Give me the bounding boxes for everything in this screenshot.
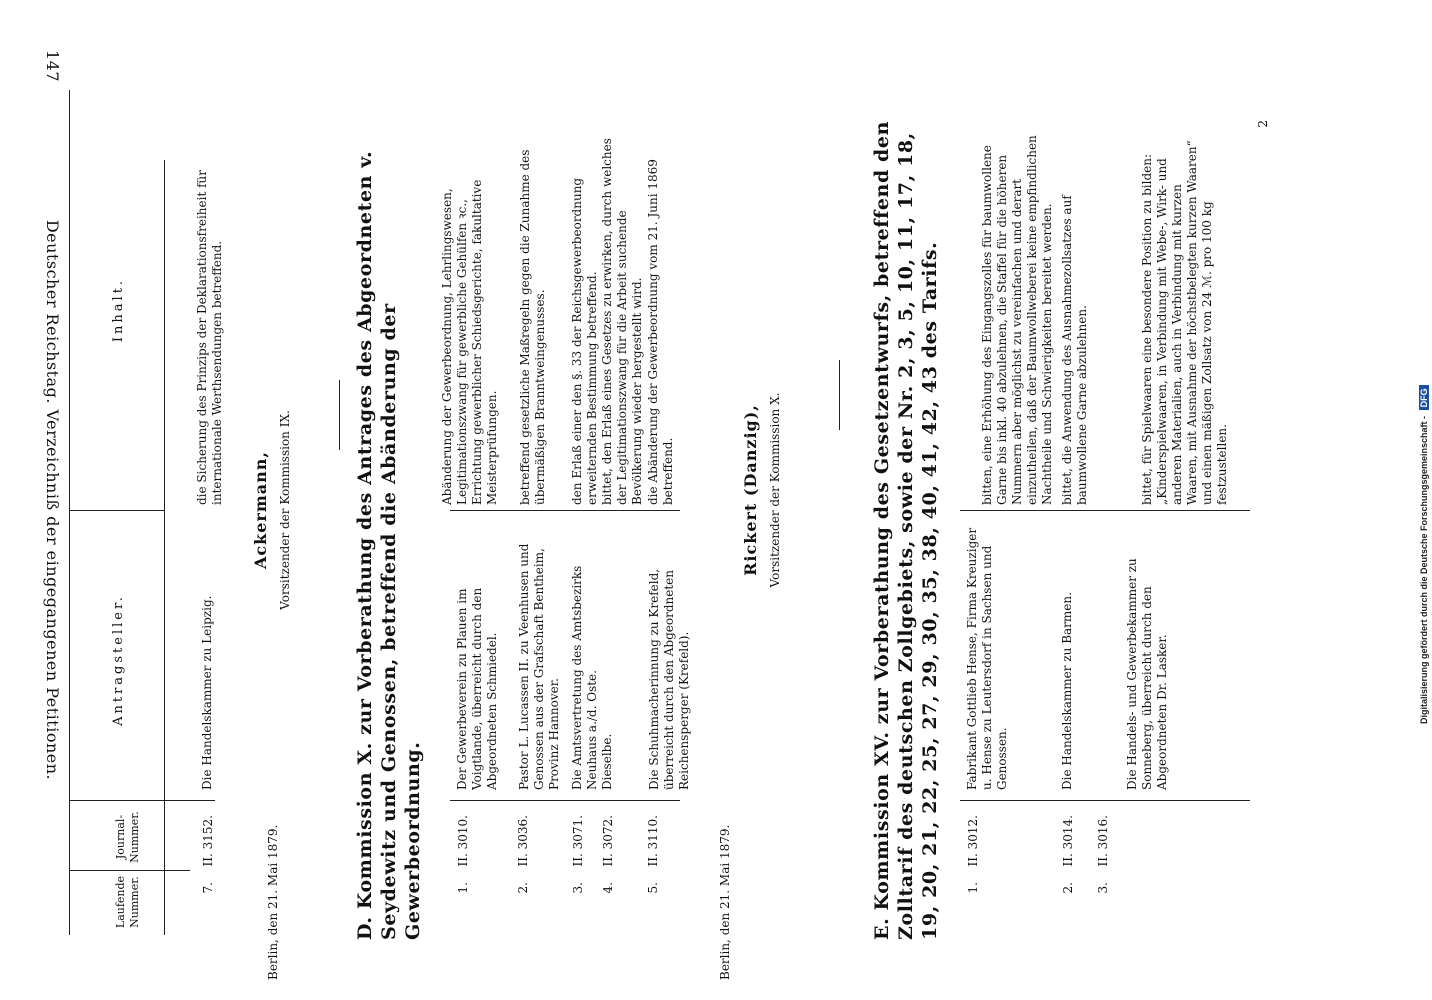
row-e3-inhalt: bittet, für Spielwaaren eine besondere Position zu bilden: „Kinderspielwaaren, in Verbindung mit Webe-, Wirk- und anderen Materialien, auch in Verbindung mit kurzen Waaren, mit Ausnahme der höchstbelegten kurzen Waaren“ und einen mäßigen Zollsatz von 24 ℳ. pro 100 kg festzustellen.: [1140, 140, 1229, 505]
row-d1-antragsteller: Der Gewerbeverein zu Plauen im Voigtlande, überreicht durch den Abgeordneten Schmiedel.: [455, 587, 499, 790]
table-top-rule: [69, 90, 70, 935]
row-d5-inhalt: die Abänderung der Gewerbeordnung vom 21. Juni 1869 betreffend.: [646, 159, 675, 505]
row-e1-nr: 1.: [966, 882, 980, 894]
col-sep-2: [70, 800, 215, 801]
row-d5-journal: II. 3110.: [646, 815, 660, 867]
row-e1-inhalt: bitten, eine Erhöhung des Eingangszolles für baumwollene Garne bis inkl. 40 abzulehnen, die Staffel für die höheren Nummern aber möglichst zu vereinfachen und derart einzutheilen, daß der Baumwollweberei keine empfindlichen Nachtheile und Schwierigkeiten bereitet werden.: [980, 135, 1054, 505]
row-d3-journal: II. 3071.: [571, 815, 585, 867]
row-d3-nr: 3.: [571, 882, 585, 894]
digitization-text: Digitalisierung gefördert durch die Deutsche Forschungsgemeinschaft -: [1419, 415, 1429, 724]
row-d2-journal: II. 3036.: [516, 815, 530, 867]
row-d1-inhalt: Abänderung der Gewerbeordnung, Lehrlingswesen, Legitimationszwang für gewerbliche Gehülfen ꝛc., Errichtung gewerblicher Schiedsgerichte, fakultative Meisterprüfungen.: [440, 179, 499, 505]
running-head: Deutscher Reichstag. Verzeichniß der eingegangenen Petitionen.: [43, 219, 62, 781]
row-e2-antragsteller: Die Handelskammer zu Barmen.: [1060, 592, 1074, 790]
section-e-title: E. Kommission XV. zur Vorberathung des Gesetzentwurfs, betreffend den Zolltarif des deutschen Zollgebiets, sowie der Nr. 2, 3, 5, 10, 11, 17, 18, 19, 20, 21, 22, 25, 27, 29, 30, 35, 38, 40, 41, 42, 43 des Tarifs.: [871, 120, 941, 940]
row-d5-nr: 5.: [646, 882, 660, 894]
section-c-date: Berlin, den 21. Mai 1879.: [266, 824, 280, 980]
row-e2-journal: II. 3014.: [1061, 815, 1075, 867]
row-c7-antragsteller: Die Handelskammer zu Leipzig.: [200, 595, 214, 790]
col-sep-1: [70, 870, 190, 871]
section-d-signer-role: Vorsitzender der Kommission X.: [768, 392, 782, 588]
header-bottom-rule: [164, 160, 165, 935]
e-col-sep-2: [960, 510, 1250, 511]
signature-mark: 2: [1256, 120, 1270, 128]
row-d3-antragsteller: Die Amtsvertretung des Amtsbezirks Neuhaus a./d. Oste.: [570, 565, 599, 790]
digitization-strip: [1417, 0, 1432, 1000]
dfg-logo: DFG: [1419, 385, 1429, 410]
row-d2-antragsteller: Pastor L. Lucassen II. zu Veenhusen und Genossen aus der Grafschaft Bentheim, Provinz Hannover.: [517, 543, 561, 790]
row-e1-journal: II. 3012.: [966, 815, 980, 867]
row-d5-antragsteller: Die Schuhmacherinnung zu Krefeld, überreicht durch den Abgeordneten Reichensperger (Krefeld).: [647, 568, 691, 790]
row-d4-inhalt: bittet, den Erlaß eines Gesetzes zu erwirken, durch welches der Legitimationszwang für die Arbeit suchende Bevölkerung wieder hergestellt wird.: [600, 138, 644, 505]
row-e3-nr: 3.: [1096, 882, 1110, 894]
col-header-antragsteller: Antragsteller.: [111, 594, 126, 726]
row-c7-journal: II. 3152.: [201, 815, 215, 867]
row-d2-nr: 2.: [516, 882, 530, 894]
row-d4-antragsteller: Dieselbe.: [600, 733, 614, 790]
col-sep-3: [70, 510, 165, 511]
row-d4-journal: II. 3072.: [601, 815, 615, 867]
col-header-journal: Journal-Nummer.: [114, 811, 141, 863]
row-e3-journal: II. 3016.: [1096, 815, 1110, 867]
d-col-sep-1: [450, 800, 680, 801]
row-e2-inhalt: bittet, die Anwendung des Ausnahmezollsatzes auf baumwollene Garne abzulehnen.: [1060, 195, 1089, 505]
row-e3-antragsteller: Die Handels- und Gewerbekammer zu Sonneberg, überreicht durch den Abgeordneten Dr. Lasker.: [1125, 558, 1169, 790]
page-number: 147: [43, 50, 62, 83]
row-e1-antragsteller: Fabrikant Gottlieb Hense, Firma Kreuziger u. Hense zu Leutersdorf in Sachsen und Genossen.: [965, 527, 1009, 790]
row-d1-journal: II. 3010.: [456, 815, 470, 867]
col-header-laufende: Laufende Nummer.: [114, 875, 141, 929]
section-c-rule: [339, 380, 340, 450]
section-c-signer: Ackermann,: [251, 451, 270, 569]
col-header-inhalt: Inhalt.: [111, 277, 126, 343]
row-d4-nr: 4.: [601, 882, 615, 894]
row-d2-inhalt: betreffend gesetzliche Maßregeln gegen die Zunahme des übermäßigen Branntweingenusses.: [518, 149, 547, 505]
d-col-sep-2: [450, 510, 680, 511]
row-c7-nr: 7.: [201, 882, 215, 894]
section-d-rule: [839, 360, 840, 430]
section-d-signer: Rickert (Danzig),: [741, 404, 760, 576]
section-d-date: Berlin, den 21. Mai 1879.: [718, 824, 732, 980]
digitization-note: [1417, 4, 1432, 724]
row-d1-nr: 1.: [456, 882, 470, 894]
section-c-signer-role: Vorsitzender der Kommission IX.: [278, 410, 292, 610]
e-col-sep-1: [960, 800, 1250, 801]
row-c7-inhalt: die Sicherung des Prinzips der Deklarationsfreiheit für internationale Werthsendungen betreffend.: [195, 170, 224, 505]
row-e2-nr: 2.: [1061, 882, 1075, 894]
row-d3-inhalt: den Erlaß einer den §. 33 der Reichsgewerbeordnung erweiternden Bestimmung betreffend.: [570, 177, 599, 505]
section-d-title: D. Kommission X. zur Vorberathung des Antrages des Abgeordneten v. Seydewitz und Genossen, betreffend die Abänderung der Gewerbeordnung.: [354, 150, 424, 940]
